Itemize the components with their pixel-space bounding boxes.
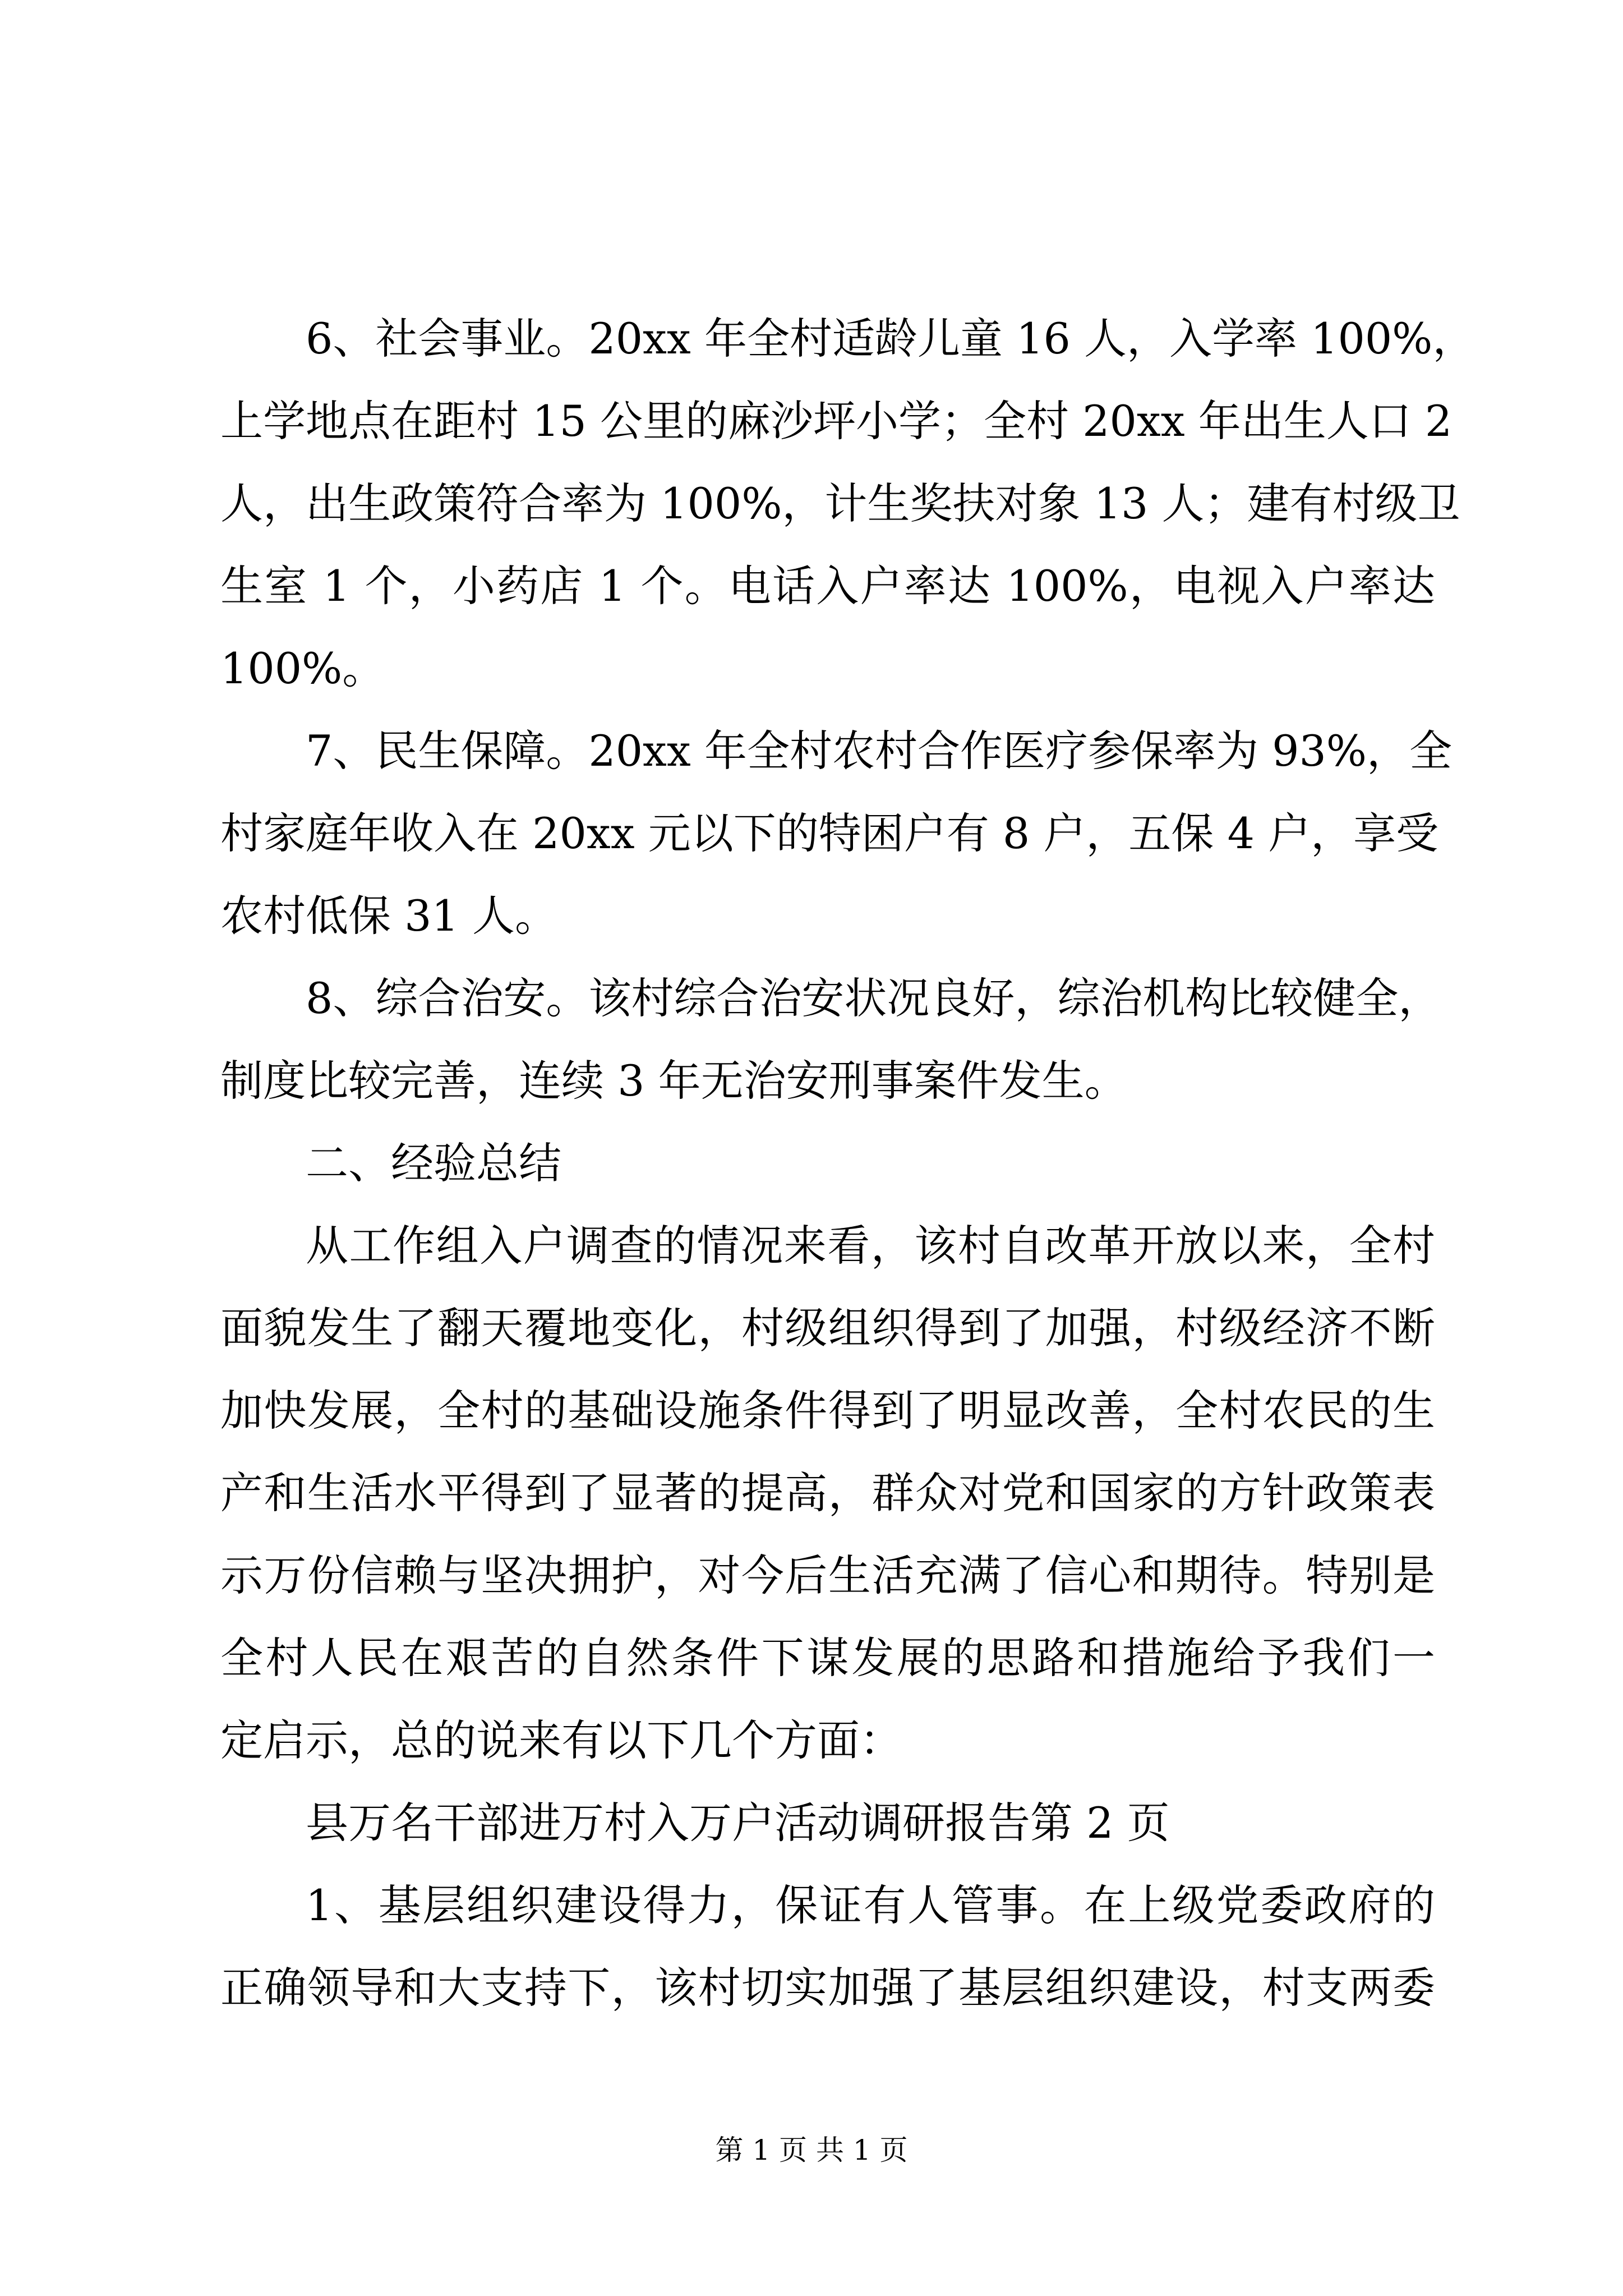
section-heading [220, 1122, 1435, 1204]
paragraph-experience-summary [220, 1204, 1435, 1782]
paragraph-line: 100%。 [220, 643, 385, 693]
paragraph-line: 示万份信赖与坚决拥护，对今后生活充满了信心和期待。特别是 [220, 1550, 1435, 1600]
paragraph-line: 加快发展，全村的基础设施条件得到了明显改善，全村农民的生 [220, 1386, 1435, 1435]
paragraph-public-security [220, 957, 1441, 1122]
paragraph-line: 从工作组入户调查的情况来看，该村自改革开放以来，全村 [306, 1221, 1435, 1271]
paragraph-grassroots-organization [220, 1864, 1435, 2029]
paragraph-line: 6、社会事业。20xx 年全村适龄儿童 16 人，入学率 100%， [306, 314, 1476, 364]
paragraph-line: 7、民生保障。20xx 年全村农村合作医疗参保率为 93%，全 [306, 726, 1453, 776]
page-footer [0, 2131, 1623, 2170]
report-title-text: 县万名干部进万村入万户活动调研报告第 2 页 [306, 1798, 1170, 1848]
paragraph-line: 村家庭年收入在 20xx 元以下的特困户有 8 户，五保 4 户，享受 [220, 808, 1439, 858]
paragraph-line: 上学地点在距村 15 公里的麻沙坪小学；全村 20xx 年出生人口 2 [220, 396, 1453, 446]
paragraph-line: 定启示，总的说来有以下几个方面： [220, 1715, 902, 1765]
paragraph-line: 全村人民在艰苦的自然条件下谋发展的思路和措施给予我们一 [220, 1633, 1435, 1683]
section-heading-text: 二、经验总结 [306, 1138, 561, 1188]
inline-report-title [220, 1782, 1435, 1864]
paragraph-livelihood [220, 710, 1453, 957]
paragraph-line: 8、综合治安。该村综合治安状况良好，综治机构比较健全， [306, 973, 1441, 1023]
paragraph-line: 制度比较完善，连续 3 年无治安刑事案件发生。 [220, 1056, 1127, 1106]
page-number-label: 第 1 页 共 1 页 [715, 2134, 908, 2166]
paragraph-line: 正确领导和大支持下，该村切实加强了基层组织建设，村支两委 [220, 1963, 1435, 2013]
paragraph-line: 生室 1 个，小药店 1 个。电话入户率达 100%，电视入户率达 [220, 561, 1435, 611]
paragraph-line: 产和生活水平得到了显著的提高，群众对党和国家的方针政策表 [220, 1468, 1435, 1518]
paragraph-line: 面貌发生了翻天覆地变化，村级组织得到了加强，村级经济不断 [220, 1303, 1435, 1353]
document-body [220, 297, 1476, 2029]
paragraph-line: 人，出生政策符合率为 100%，计生奖扶对象 13 人；建有村级卫 [220, 478, 1460, 528]
paragraph-line: 农村低保 31 人。 [220, 891, 558, 941]
paragraph-line: 1、基层组织建设得力，保证有人管事。在上级党委政府的 [306, 1880, 1435, 1930]
paragraph-social-affairs [220, 297, 1476, 710]
